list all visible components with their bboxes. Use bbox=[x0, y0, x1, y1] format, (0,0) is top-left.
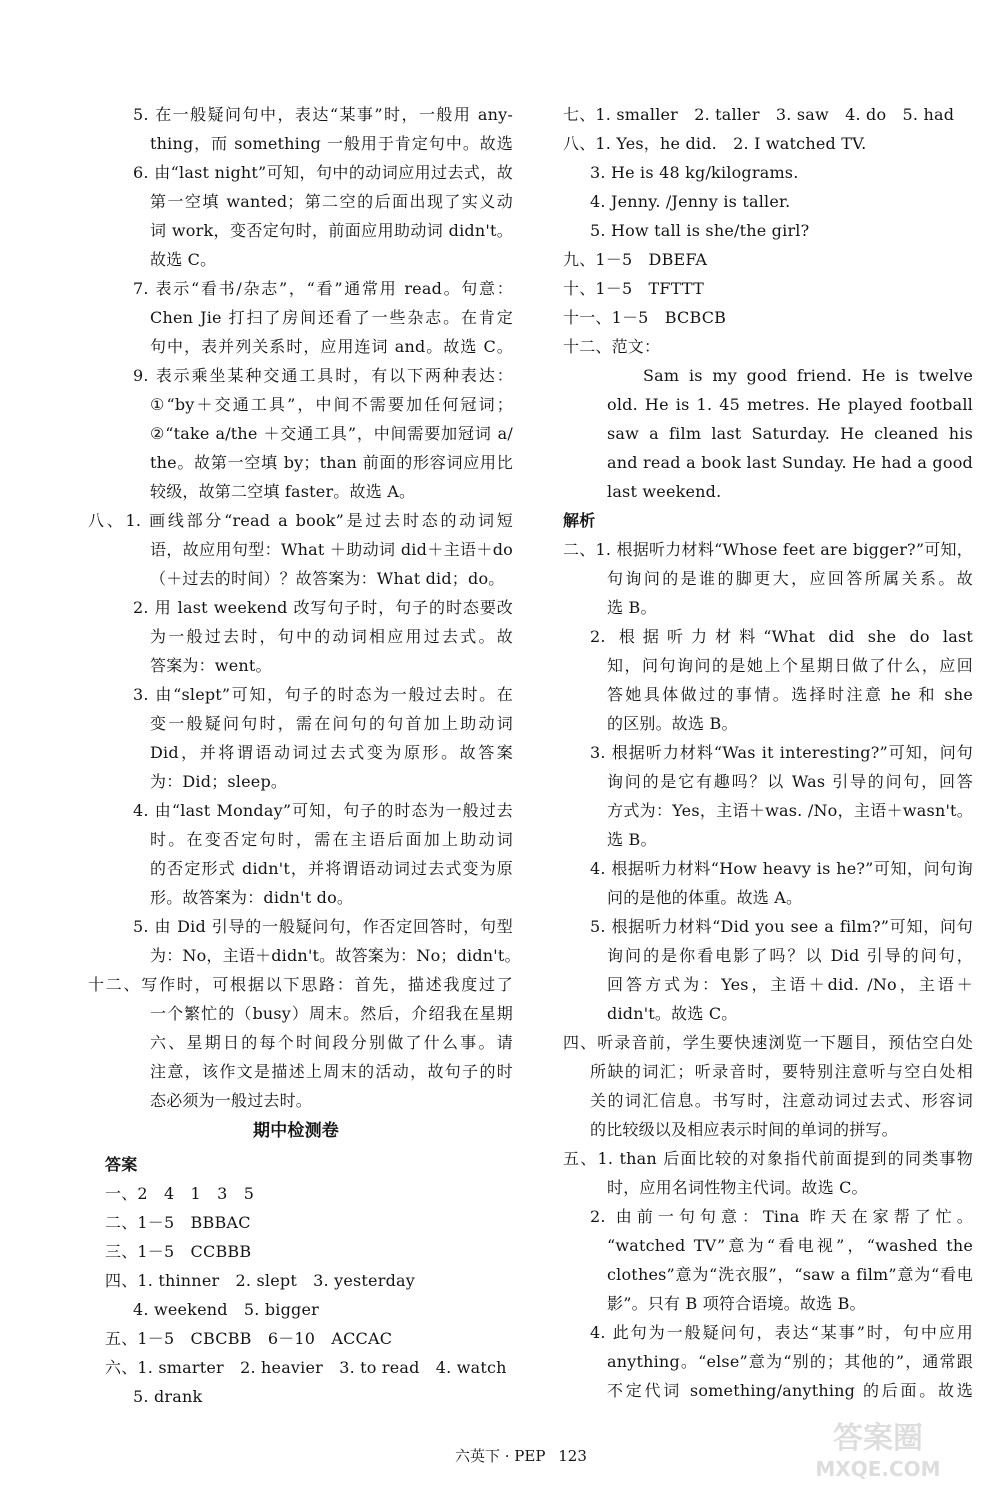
text-line: 语，故应用句型：What ＋助动词 did＋主语＋do bbox=[150, 540, 513, 559]
text-line: 九、1－5 DBEFA bbox=[563, 250, 708, 269]
text-line: 的区别。故选 B。 bbox=[607, 714, 738, 733]
text-line: 5. 由 Did 引导的一般疑问句，作否定回答时，句型 bbox=[133, 917, 513, 936]
text-line: saw a film last Saturday. He cleaned his bbox=[607, 424, 973, 443]
text-line: 二、1－5 BBBAC bbox=[105, 1213, 251, 1232]
text-line: 注意，该作文是描述上周末的活动，故句子的时 bbox=[150, 1062, 513, 1081]
text-line: （＋过去的时间）？故答案为：What did；do。 bbox=[150, 569, 505, 588]
section-title: 期中检测卷 bbox=[253, 1121, 339, 1141]
text-line: 八、1. Yes，he did. 2. I watched TV. bbox=[563, 134, 867, 153]
text-line: 5. drank bbox=[133, 1387, 203, 1406]
text-line: 七、1. smaller 2. taller 3. saw 4. do 5. had bbox=[563, 105, 955, 124]
text-line: 五、1－5 CBCBB 6－10 ACCAC bbox=[105, 1329, 393, 1348]
text-line: 较级，故第二空填 faster。故选 A。 bbox=[150, 482, 416, 501]
text-line: and read a book last Sunday. He had a good bbox=[607, 453, 973, 472]
text-line: 五、1. than 后面比较的对象指代前面提到的同类事物 bbox=[563, 1149, 973, 1168]
watermark-bottom: MXQE.COM bbox=[815, 1457, 941, 1481]
text-line: 的否定形式 didn't，并将谓语动词过去式变为原 bbox=[150, 859, 513, 878]
text-line: 四、1. thinner 2. slept 3. yesterday bbox=[105, 1271, 415, 1290]
text-line: 变一般疑问句时，需在问句的句首加上助动词 bbox=[150, 714, 513, 733]
text-line: 四、听录音前，学生要快速浏览一下题目，预估空白处 bbox=[563, 1033, 973, 1052]
section-heading: 答案 bbox=[105, 1155, 138, 1174]
page-number: 123 bbox=[558, 1447, 587, 1465]
text-line: 2. 由前一句句意：Tina 昨天在家帮了忙。 bbox=[590, 1207, 973, 1226]
text-line: 态必须为一般过去时。 bbox=[150, 1091, 313, 1110]
text-line: 为：No，主语＋didn't。故答案为：No；didn't。 bbox=[150, 946, 521, 965]
text-line: 问的是他的体重。故选 A。 bbox=[607, 888, 803, 907]
text-line: ②“take a/the ＋交通工具”，中间需要加冠词 a/ bbox=[150, 424, 513, 443]
text-line: 句中，表并列关系时，应用连词 and。故选 C。 bbox=[150, 337, 513, 356]
text-line: 询问的是它有趣吗？以 Was 引导的问句，回答 bbox=[607, 772, 973, 791]
text-line: 所缺的词汇；听录音时，要特别注意听与空白处相 bbox=[590, 1062, 973, 1081]
watermark-top: 答案圈 bbox=[833, 1421, 923, 1456]
text-line: “watched TV”意为“看电视”，“washed the bbox=[607, 1236, 973, 1255]
text-line: 影”。只有 B 项符合语境。故选 B。 bbox=[607, 1294, 866, 1313]
text-line: 十二、范文： bbox=[563, 337, 661, 356]
text-line: thing，而 something 一般用于肯定句中。故选 bbox=[150, 134, 513, 153]
text-line: 十二、写作时，可根据以下思路：首先，描述我度过了 bbox=[88, 975, 513, 994]
text-line: 六、1. smarter 2. heavier 3. to read 4. watch bbox=[105, 1358, 507, 1377]
text-line: old. He is 1. 45 metres. He played football bbox=[607, 395, 973, 414]
text-line: Sam is my good friend. He is twelve bbox=[643, 366, 973, 385]
text-line: 选 B。 bbox=[607, 598, 657, 617]
text-line: 不定代词 something/anything 的后面。故选 bbox=[607, 1381, 973, 1400]
footer-label: 六英下 · PEP bbox=[455, 1447, 546, 1465]
text-line: anything。“else”意为“别的；其他的”，通常跟 bbox=[607, 1352, 973, 1371]
text-line: the。故第一空填 by；than 前面的形容词应用比 bbox=[150, 453, 513, 472]
text-line: 7. 表示“看书/杂志”，“看”通常用 read。句意： bbox=[133, 279, 513, 298]
text-line: 时。在变否定句时，需在主语后面加上助动词 bbox=[150, 830, 513, 849]
text-line: 知，问句询问的是她上个星期日做了什么，应回 bbox=[607, 656, 973, 675]
text-line: 4. Jenny. /Jenny is taller. bbox=[590, 192, 791, 211]
text-line: last weekend. bbox=[607, 482, 722, 501]
text-line: 时，应用名词性物主代词。故选 C。 bbox=[607, 1178, 868, 1197]
text-line: 答她具体做过的事情。选择时注意 he 和 she bbox=[607, 685, 973, 704]
text-line: 5. How tall is she/the girl? bbox=[590, 221, 810, 240]
text-line: 十、1－5 TFTTT bbox=[563, 279, 704, 298]
text-line: 5. 根据听力材料“Did you see a film?”可知，问句 bbox=[590, 917, 973, 936]
text-line: 形。故答案为：didn't do。 bbox=[150, 888, 354, 907]
text-line: clothes”意为“洗衣服”，“saw a film”意为“看电 bbox=[607, 1265, 973, 1284]
text-line: 4. weekend 5. bigger bbox=[133, 1300, 320, 1319]
text-line: 选 B。 bbox=[607, 830, 657, 849]
text-line: 回答方式为：Yes，主语＋did. /No，主语＋ bbox=[607, 975, 973, 994]
text-line: 6. 由“last night”可知，句中的动词应用过去式，故 bbox=[133, 163, 513, 182]
text-line: 十一、1－5 BCBCB bbox=[563, 308, 727, 327]
text-line: 二、1. 根据听力材料“Whose feet are bigger?”可知， bbox=[563, 540, 973, 559]
text-line: 为：Did；sleep。 bbox=[150, 772, 288, 791]
page-footer bbox=[455, 1445, 595, 1466]
text-line: 3. 由“slept”可知，句子的时态为一般过去时。在 bbox=[133, 685, 513, 704]
text-line: 询问的是你看电影了吗？以 Did 引导的问句， bbox=[607, 946, 973, 965]
text-line: 词 work，变否定句时，前面应用助动词 didn't。 bbox=[150, 221, 513, 240]
text-line: 为一般过去时，句中的动词相应用过去式。故 bbox=[150, 627, 513, 646]
text-line: ①“by＋交通工具”，中间不需要加任何冠词； bbox=[150, 395, 513, 414]
text-line: 2. 用 last weekend 改写句子时，句子的时态要改 bbox=[133, 598, 513, 617]
text-line: 4. 由“last Monday”可知，句子的时态为一般过去 bbox=[133, 801, 513, 820]
text-line: Did，并将谓语动词过去式变为原形。故答案 bbox=[150, 743, 513, 762]
text-line: didn't。故选 C。 bbox=[607, 1004, 738, 1023]
text-line: 3. 根据听力材料“Was it interesting?”可知，问句 bbox=[590, 743, 973, 762]
text-line: 一、2 4 1 3 5 bbox=[105, 1184, 255, 1203]
text-line: 六、星期日的每个时间段分别做了什么事。请 bbox=[150, 1033, 513, 1052]
text-line: 方式为：Yes，主语＋was. /No，主语＋wasn't。 bbox=[607, 801, 973, 820]
text-line: 一个繁忙的（busy）周末。然后，介绍我在星期 bbox=[150, 1004, 513, 1023]
text-line: 3. He is 48 kg/kilograms. bbox=[590, 163, 799, 182]
section-heading: 解析 bbox=[563, 511, 596, 530]
watermark-logo bbox=[778, 1414, 978, 1484]
text-line: 4. 此句为一般疑问句，表达“某事”时，句中应用 bbox=[590, 1323, 973, 1342]
text-line: 故选 C。 bbox=[150, 250, 217, 269]
text-line: 三、1－5 CCBBB bbox=[105, 1242, 252, 1261]
text-line: 9. 表示乘坐某种交通工具时，有以下两种表达： bbox=[133, 366, 513, 385]
text-line: 的比较级以及相应表示时间的单词的拼写。 bbox=[590, 1120, 898, 1139]
text-line: 2. 根据听力材料“What did she do last bbox=[590, 627, 973, 646]
text-line: 5. 在一般疑问句中，表达“某事”时，一般用 any- bbox=[133, 105, 513, 124]
text-line: 第一空填 wanted；第二空的后面出现了实义动 bbox=[150, 192, 513, 211]
text-line: 答案为：went。 bbox=[150, 656, 272, 675]
text-line: 关的词汇信息。书写时，注意动词过去式、形容词 bbox=[590, 1091, 973, 1110]
text-line: Chen Jie 打扫了房间还看了一些杂志。在肯定 bbox=[150, 308, 513, 327]
text-line: 句询问的是谁的脚更大，应回答所属关系。故 bbox=[607, 569, 973, 588]
text-line: 八、1. 画线部分“read a book”是过去时态的动词短 bbox=[88, 511, 513, 530]
text-line: 4. 根据听力材料“How heavy is he?”可知，问句询 bbox=[590, 859, 973, 878]
